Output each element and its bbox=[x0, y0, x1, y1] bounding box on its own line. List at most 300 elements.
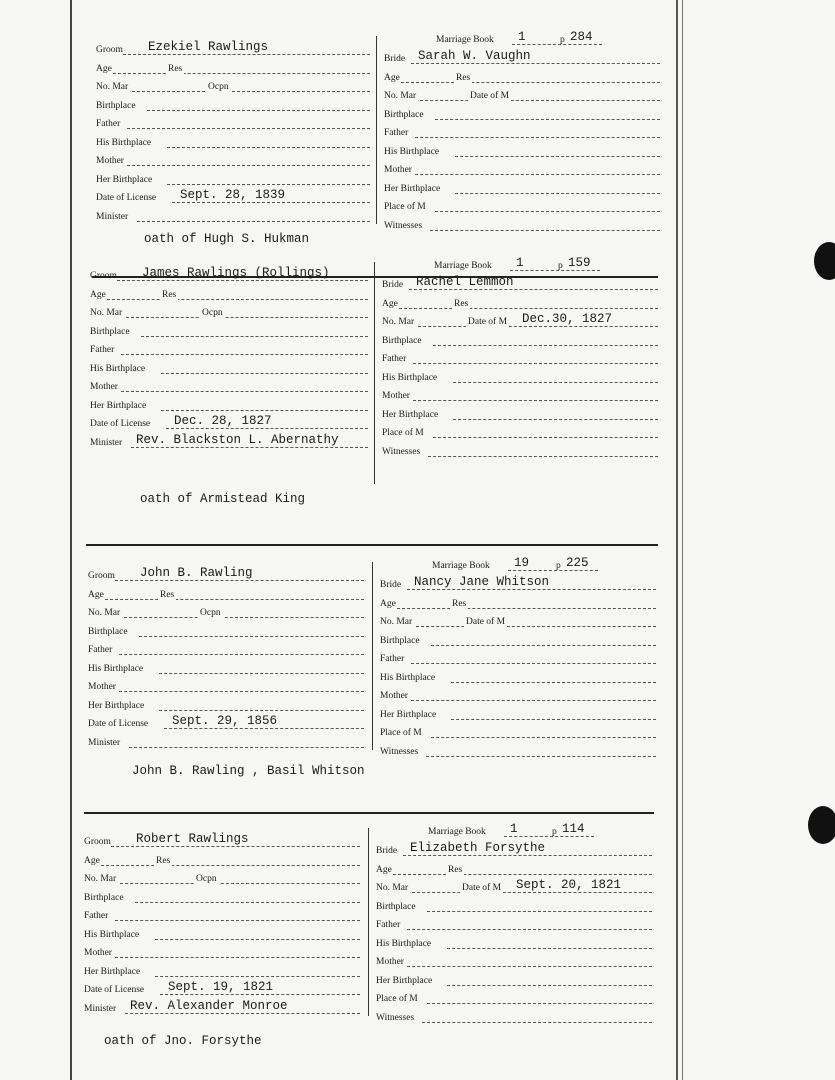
groom-birthplace-line bbox=[139, 636, 364, 637]
place-of-m-label: Place of M bbox=[382, 428, 424, 438]
bride-father-line bbox=[413, 363, 658, 364]
groom-no-mar-line bbox=[132, 91, 370, 92]
date-of-license-line bbox=[172, 202, 371, 203]
bride-no-mar-row bbox=[376, 878, 652, 896]
groom-label: Groom bbox=[90, 271, 117, 281]
marriage-book-value: 19 bbox=[514, 556, 530, 570]
groom-father-line bbox=[115, 920, 360, 921]
groom-his-birthplace-row bbox=[90, 359, 368, 377]
bride-res-label: Res bbox=[456, 72, 471, 83]
groom-mother-label: Mother bbox=[84, 948, 112, 958]
witnesses-row bbox=[376, 1008, 652, 1026]
bride-mother-line bbox=[415, 174, 660, 175]
minister-value: Rev. Alexander Monroe bbox=[130, 998, 288, 1013]
groom-age-line bbox=[101, 865, 360, 866]
groom-father-row bbox=[96, 114, 370, 132]
groom-birthplace-label: Birthplace bbox=[88, 626, 128, 637]
ocpn-label: Ocpn bbox=[200, 608, 221, 618]
place-of-m-line bbox=[431, 737, 656, 738]
minister-row bbox=[84, 999, 360, 1017]
groom-no-mar-row bbox=[88, 603, 364, 621]
bride-father-label: Father bbox=[382, 354, 407, 364]
groom-father-row bbox=[84, 906, 360, 924]
card-divider bbox=[84, 812, 654, 814]
bride-her-birthplace-label: Her Birthplace bbox=[380, 709, 437, 720]
groom-father-line bbox=[121, 354, 368, 355]
groom-value: James Rawlings (Rollings) bbox=[142, 266, 330, 280]
bride-her-birthplace-row bbox=[380, 705, 656, 723]
bride-her-birthplace-row bbox=[382, 405, 658, 423]
bride-age-row bbox=[380, 594, 656, 612]
bride-her-birthplace-label: Her Birthplace bbox=[376, 975, 433, 986]
groom-row bbox=[96, 40, 370, 58]
punch-hole bbox=[814, 242, 835, 280]
groom-res-label: Res bbox=[156, 855, 171, 866]
groom-age-line bbox=[107, 299, 368, 300]
groom-birthplace-row bbox=[88, 622, 364, 640]
date-of-license-value: Sept. 28, 1839 bbox=[180, 188, 286, 202]
witnesses-label: Witnesses bbox=[384, 220, 423, 231]
date-of-license-row bbox=[96, 188, 370, 206]
bride-his-birthplace-label: His Birthplace bbox=[376, 938, 432, 949]
groom-father-line bbox=[127, 128, 370, 129]
page-value: 114 bbox=[562, 822, 585, 836]
groom-value: Ezekiel Rawlings bbox=[148, 40, 269, 54]
witnesses-row bbox=[380, 742, 656, 760]
bride-mother-row bbox=[382, 386, 658, 404]
bride-father-line bbox=[415, 137, 660, 138]
bride-birthplace-label: Birthplace bbox=[376, 901, 416, 912]
bride-his-birthplace-line bbox=[453, 382, 658, 383]
bride-age-line bbox=[401, 82, 660, 83]
bride-age-label: Age bbox=[380, 598, 396, 609]
witnesses-line bbox=[428, 456, 658, 457]
bride-value: Nancy Jane Whitson bbox=[414, 575, 550, 589]
date-of-license-label: Date of License bbox=[96, 193, 157, 203]
marriage-book-line bbox=[504, 836, 594, 837]
bride-birthplace-label: Birthplace bbox=[380, 635, 420, 646]
date-of-m-label: Date of M bbox=[470, 91, 510, 101]
groom-father-label: Father bbox=[96, 119, 121, 129]
bride-age-row bbox=[384, 68, 660, 86]
groom-father-row bbox=[90, 340, 368, 358]
groom-her-birthplace-label: Her Birthplace bbox=[90, 400, 147, 411]
marriage-book-row bbox=[376, 822, 652, 840]
marriage-book-row bbox=[384, 30, 660, 48]
place-of-m-row bbox=[380, 723, 656, 741]
groom-her-birthplace-line bbox=[161, 410, 368, 411]
minister-row bbox=[90, 433, 368, 451]
groom-his-birthplace-label: His Birthplace bbox=[96, 137, 152, 148]
bride-his-birthplace-row bbox=[382, 368, 658, 386]
groom-birthplace-row bbox=[90, 322, 368, 340]
bride-his-birthplace-row bbox=[384, 142, 660, 160]
bride-birthplace-label: Birthplace bbox=[384, 109, 424, 120]
groom-his-birthplace-line bbox=[159, 673, 364, 674]
groom-birthplace-line bbox=[135, 902, 360, 903]
groom-his-birthplace-label: His Birthplace bbox=[88, 663, 144, 674]
bride-line bbox=[407, 589, 657, 590]
bride-mother-row bbox=[380, 686, 656, 704]
groom-row bbox=[84, 832, 360, 850]
bride-age-line bbox=[397, 608, 656, 609]
bride-res-label: Res bbox=[454, 298, 469, 309]
groom-row bbox=[88, 566, 364, 584]
bride-line bbox=[411, 63, 661, 64]
groom-label: Groom bbox=[84, 837, 111, 847]
date-of-license-row bbox=[88, 714, 364, 732]
groom-birthplace-line bbox=[141, 336, 368, 337]
place-of-m-line bbox=[427, 1003, 652, 1004]
marriage-book-label: Marriage Book bbox=[428, 827, 486, 837]
bride-her-birthplace-line bbox=[447, 985, 652, 986]
bride-no-mar-label: No. Mar bbox=[380, 617, 413, 627]
bride-his-birthplace-label: His Birthplace bbox=[384, 146, 440, 157]
groom-his-birthplace-label: His Birthplace bbox=[84, 929, 140, 940]
bride-age-line bbox=[399, 308, 658, 309]
page-value: 284 bbox=[570, 30, 593, 44]
groom-his-birthplace-label: His Birthplace bbox=[90, 363, 146, 374]
groom-her-birthplace-line bbox=[155, 976, 360, 977]
groom-mother-line bbox=[127, 165, 370, 166]
bride-label: Bride bbox=[382, 280, 404, 290]
bride-his-birthplace-label: His Birthplace bbox=[382, 372, 438, 383]
page-label: p bbox=[556, 561, 561, 571]
minister-label: Minister bbox=[84, 1003, 117, 1014]
bride-birthplace-label: Birthplace bbox=[382, 335, 422, 346]
marriage-book-line bbox=[512, 44, 602, 45]
groom-no-mar-row bbox=[90, 303, 368, 321]
bride-no-mar-label: No. Mar bbox=[382, 317, 415, 327]
page-right-edge bbox=[676, 0, 678, 1080]
record-note: John B. Rawling , Basil Whitson bbox=[132, 764, 365, 778]
date-of-license-label: Date of License bbox=[90, 419, 151, 429]
bride-label: Bride bbox=[384, 54, 406, 64]
groom-his-birthplace-row bbox=[84, 925, 360, 943]
ocpn-label: Ocpn bbox=[196, 874, 217, 884]
groom-no-mar-line bbox=[126, 317, 368, 318]
minister-label: Minister bbox=[96, 211, 129, 222]
groom-mother-label: Mother bbox=[88, 682, 116, 692]
minister-value: Rev. Blackston L. Abernathy bbox=[136, 432, 339, 447]
groom-line bbox=[111, 846, 361, 847]
bride-father-line bbox=[407, 929, 652, 930]
groom-no-mar-label: No. Mar bbox=[84, 874, 117, 884]
witnesses-line bbox=[426, 756, 656, 757]
ocpn-label: Ocpn bbox=[202, 308, 223, 318]
bride-label: Bride bbox=[376, 846, 398, 856]
ocpn-label: Ocpn bbox=[208, 82, 229, 92]
page-value: 159 bbox=[568, 256, 591, 270]
marriage-book-line bbox=[510, 270, 600, 271]
bride-birthplace-row bbox=[382, 331, 658, 349]
minister-line bbox=[137, 221, 370, 222]
groom-res-label: Res bbox=[162, 289, 177, 300]
groom-age-row bbox=[84, 851, 360, 869]
bride-father-line bbox=[411, 663, 656, 664]
groom-birthplace-label: Birthplace bbox=[90, 326, 130, 337]
groom-her-birthplace-label: Her Birthplace bbox=[88, 700, 145, 711]
minister-label: Minister bbox=[88, 737, 121, 748]
groom-her-birthplace-row bbox=[96, 170, 370, 188]
date-of-m-label: Date of M bbox=[468, 317, 508, 327]
bride-birthplace-line bbox=[427, 911, 652, 912]
witnesses-label: Witnesses bbox=[376, 1012, 415, 1023]
bride-father-row bbox=[384, 123, 660, 141]
groom-her-birthplace-line bbox=[167, 184, 370, 185]
bride-mother-line bbox=[413, 400, 658, 401]
bride-no-mar-line bbox=[420, 100, 660, 101]
groom-age-label: Age bbox=[88, 589, 104, 600]
groom-res-label: Res bbox=[168, 63, 183, 74]
groom-mother-row bbox=[96, 151, 370, 169]
groom-father-label: Father bbox=[84, 911, 109, 921]
bride-row bbox=[376, 841, 652, 859]
groom-mother-line bbox=[115, 957, 360, 958]
date-of-m-label: Date of M bbox=[466, 617, 506, 627]
card-divider bbox=[86, 544, 658, 546]
bride-mother-line bbox=[411, 700, 656, 701]
bride-value: Rachel Lemmon bbox=[416, 275, 514, 289]
marriage-book-row bbox=[380, 556, 656, 574]
date-of-license-row bbox=[84, 980, 360, 998]
groom-mother-line bbox=[121, 391, 368, 392]
bride-his-birthplace-label: His Birthplace bbox=[380, 672, 436, 683]
bride-his-birthplace-line bbox=[451, 682, 656, 683]
bride-mother-label: Mother bbox=[382, 391, 410, 401]
groom-row bbox=[90, 266, 368, 284]
bride-mother-label: Mother bbox=[384, 165, 412, 175]
marriage-book-value: 1 bbox=[510, 822, 518, 836]
bride-birthplace-line bbox=[435, 119, 660, 120]
groom-label: Groom bbox=[88, 571, 115, 581]
place-of-m-row bbox=[382, 423, 658, 441]
bride-label: Bride bbox=[380, 580, 402, 590]
bride-no-mar-line bbox=[412, 892, 652, 893]
groom-no-mar-row bbox=[84, 869, 360, 887]
record-note: oath of Jno. Forsythe bbox=[104, 1034, 262, 1048]
groom-her-birthplace-label: Her Birthplace bbox=[84, 966, 141, 977]
bride-age-row bbox=[376, 860, 652, 878]
bride-his-birthplace-row bbox=[380, 668, 656, 686]
bride-her-birthplace-line bbox=[453, 419, 658, 420]
bride-no-mar-value: Dec.30, 1827 bbox=[522, 312, 613, 326]
bride-father-row bbox=[376, 915, 652, 933]
bride-father-label: Father bbox=[380, 654, 405, 664]
groom-father-label: Father bbox=[88, 645, 113, 655]
groom-her-birthplace-row bbox=[84, 962, 360, 980]
date-of-license-label: Date of License bbox=[84, 985, 145, 995]
page-value: 225 bbox=[566, 556, 589, 570]
date-of-license-line bbox=[164, 728, 365, 729]
groom-his-birthplace-row bbox=[88, 659, 364, 677]
marriage-book-value: 1 bbox=[516, 256, 524, 270]
page-label: p bbox=[560, 35, 565, 45]
marriage-book-row bbox=[382, 256, 658, 274]
record-note: oath of Hugh S. Hukman bbox=[144, 232, 310, 246]
groom-his-birthplace-line bbox=[155, 939, 360, 940]
bride-age-line bbox=[393, 874, 652, 875]
marriage-book-label: Marriage Book bbox=[432, 561, 490, 571]
marriage-book-label: Marriage Book bbox=[434, 261, 492, 271]
groom-age-row bbox=[96, 59, 370, 77]
groom-age-label: Age bbox=[96, 63, 112, 74]
bride-row bbox=[382, 275, 658, 293]
bride-birthplace-row bbox=[384, 105, 660, 123]
bride-no-mar-value: Sept. 20, 1821 bbox=[516, 878, 622, 892]
bride-mother-label: Mother bbox=[380, 691, 408, 701]
groom-her-birthplace-line bbox=[159, 710, 364, 711]
groom-no-mar-label: No. Mar bbox=[96, 82, 129, 92]
bride-her-birthplace-line bbox=[455, 193, 660, 194]
bride-no-mar-label: No. Mar bbox=[376, 883, 409, 893]
groom-age-label: Age bbox=[84, 855, 100, 866]
bride-birthplace-line bbox=[431, 645, 656, 646]
witnesses-row bbox=[382, 442, 658, 460]
bride-birthplace-line bbox=[433, 345, 658, 346]
marriage-book-line bbox=[508, 570, 598, 571]
bride-his-birthplace-line bbox=[447, 948, 652, 949]
bride-age-label: Age bbox=[382, 298, 398, 309]
groom-birthplace-label: Birthplace bbox=[96, 100, 136, 111]
bride-his-birthplace-line bbox=[455, 156, 660, 157]
place-of-m-line bbox=[435, 211, 660, 212]
page-left-edge bbox=[70, 0, 72, 1080]
bride-res-label: Res bbox=[448, 864, 463, 875]
groom-value: Robert Rawlings bbox=[136, 832, 249, 846]
groom-mother-label: Mother bbox=[96, 156, 124, 166]
groom-his-birthplace-line bbox=[161, 373, 368, 374]
place-of-m-row bbox=[376, 989, 652, 1007]
groom-res-label: Res bbox=[160, 589, 175, 600]
date-of-license-line bbox=[166, 428, 369, 429]
bride-no-mar-row bbox=[382, 312, 658, 330]
bride-res-label: Res bbox=[452, 598, 467, 609]
groom-no-mar-line bbox=[124, 617, 364, 618]
groom-age-line bbox=[105, 599, 364, 600]
page-label: p bbox=[558, 261, 563, 271]
bride-birthplace-row bbox=[380, 631, 656, 649]
bride-her-birthplace-label: Her Birthplace bbox=[382, 409, 439, 420]
groom-line bbox=[117, 280, 369, 281]
groom-mother-label: Mother bbox=[90, 382, 118, 392]
bride-value: Sarah W. Vaughn bbox=[418, 49, 531, 63]
bride-her-birthplace-line bbox=[451, 719, 656, 720]
bride-no-mar-line bbox=[418, 326, 658, 327]
bride-her-birthplace-row bbox=[384, 179, 660, 197]
bride-birthplace-row bbox=[376, 897, 652, 915]
minister-row bbox=[96, 207, 370, 225]
bride-his-birthplace-row bbox=[376, 934, 652, 952]
groom-no-mar-row bbox=[96, 77, 370, 95]
column-separator bbox=[368, 828, 369, 1016]
groom-mother-line bbox=[119, 691, 364, 692]
date-of-license-value: Sept. 29, 1856 bbox=[172, 714, 278, 728]
groom-line bbox=[123, 54, 371, 55]
groom-age-row bbox=[88, 585, 364, 603]
witnesses-row bbox=[384, 216, 660, 234]
bride-row bbox=[384, 49, 660, 67]
place-of-m-label: Place of M bbox=[380, 728, 422, 738]
groom-age-label: Age bbox=[90, 289, 106, 300]
minister-row bbox=[88, 733, 364, 751]
page-label: p bbox=[552, 827, 557, 837]
groom-age-line bbox=[113, 73, 370, 74]
bride-father-row bbox=[380, 649, 656, 667]
bride-father-row bbox=[382, 349, 658, 367]
groom-mother-row bbox=[90, 377, 368, 395]
groom-mother-row bbox=[88, 677, 364, 695]
bride-her-birthplace-row bbox=[376, 971, 652, 989]
bride-mother-row bbox=[376, 952, 652, 970]
bride-age-row bbox=[382, 294, 658, 312]
groom-age-row bbox=[90, 285, 368, 303]
date-of-license-row bbox=[90, 414, 368, 432]
bride-value: Elizabeth Forsythe bbox=[410, 841, 546, 855]
groom-birthplace-line bbox=[147, 110, 370, 111]
groom-mother-row bbox=[84, 943, 360, 961]
place-of-m-line bbox=[433, 437, 658, 438]
groom-father-label: Father bbox=[90, 345, 115, 355]
minister-line bbox=[129, 747, 364, 748]
page-far-edge bbox=[682, 0, 683, 1080]
groom-his-birthplace-row bbox=[96, 133, 370, 151]
column-separator bbox=[376, 36, 377, 224]
witnesses-label: Witnesses bbox=[382, 446, 421, 457]
date-of-license-line bbox=[160, 994, 361, 995]
groom-no-mar-label: No. Mar bbox=[90, 308, 123, 318]
witnesses-line bbox=[430, 230, 660, 231]
groom-value: John B. Rawling bbox=[140, 566, 253, 580]
place-of-m-row bbox=[384, 197, 660, 215]
groom-his-birthplace-line bbox=[167, 147, 370, 148]
marriage-book-value: 1 bbox=[518, 30, 526, 44]
minister-label: Minister bbox=[90, 437, 123, 448]
minister-line bbox=[125, 1013, 360, 1014]
bride-line bbox=[409, 289, 659, 290]
marriage-book-label: Marriage Book bbox=[436, 35, 494, 45]
bride-age-label: Age bbox=[384, 72, 400, 83]
bride-mother-line bbox=[407, 966, 652, 967]
groom-birthplace-label: Birthplace bbox=[84, 892, 124, 903]
date-of-license-label: Date of License bbox=[88, 719, 149, 729]
column-separator bbox=[372, 562, 373, 750]
groom-birthplace-row bbox=[96, 96, 370, 114]
groom-no-mar-line bbox=[120, 883, 360, 884]
groom-father-row bbox=[88, 640, 364, 658]
bride-no-mar-label: No. Mar bbox=[384, 91, 417, 101]
bride-father-label: Father bbox=[376, 920, 401, 930]
date-of-license-value: Sept. 19, 1821 bbox=[168, 980, 274, 994]
bride-age-label: Age bbox=[376, 864, 392, 875]
bride-mother-label: Mother bbox=[376, 957, 404, 967]
bride-mother-row bbox=[384, 160, 660, 178]
bride-row bbox=[380, 575, 656, 593]
punch-hole bbox=[808, 806, 835, 844]
bride-no-mar-row bbox=[384, 86, 660, 104]
groom-her-birthplace-row bbox=[90, 396, 368, 414]
groom-label: Groom bbox=[96, 45, 123, 55]
groom-line bbox=[115, 580, 365, 581]
minister-line bbox=[131, 447, 368, 448]
date-of-m-label: Date of M bbox=[462, 883, 502, 893]
groom-father-line bbox=[119, 654, 364, 655]
place-of-m-label: Place of M bbox=[376, 994, 418, 1004]
bride-father-label: Father bbox=[384, 128, 409, 138]
groom-her-birthplace-label: Her Birthplace bbox=[96, 174, 153, 185]
groom-no-mar-label: No. Mar bbox=[88, 608, 121, 618]
column-separator bbox=[374, 262, 375, 484]
